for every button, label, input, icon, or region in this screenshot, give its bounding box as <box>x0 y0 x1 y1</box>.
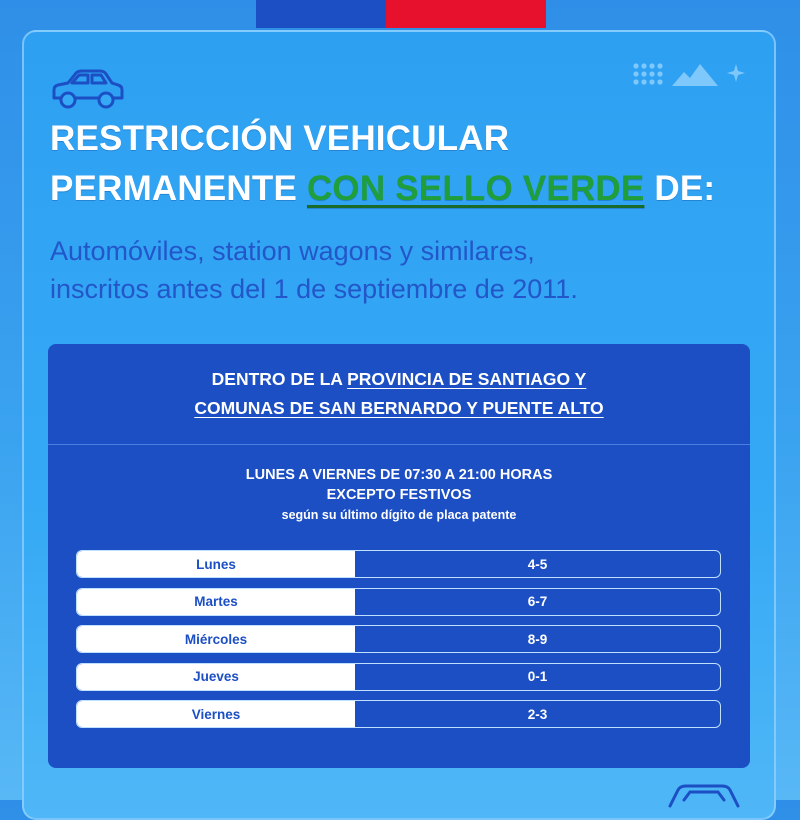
title-line-2 <box>50 164 750 214</box>
panel-header <box>48 344 750 445</box>
row-plates: 4-5 <box>527 556 548 572</box>
schedule-info <box>48 445 750 525</box>
car-icon <box>48 66 126 112</box>
row-plates: 6-7 <box>527 594 548 609</box>
restriction-table <box>76 550 721 738</box>
title-line-1: RESTRICCIÓN VEHICULAR <box>50 119 510 158</box>
vehicle-description <box>50 232 770 308</box>
table-row <box>76 625 721 653</box>
table-row <box>76 700 721 728</box>
header-prefix: DENTRO DE LA <box>211 369 348 389</box>
row-plates: 2-3 <box>527 706 548 722</box>
table-row <box>76 663 721 691</box>
flag-stripe-blue <box>256 0 386 28</box>
header-line-1 <box>212 365 587 394</box>
partial-car-icon <box>664 776 744 816</box>
table-row <box>76 550 721 578</box>
table-row <box>76 588 721 616</box>
subtitle-line-2: inscritos antes del 1 de septiembre de 2011. <box>50 274 578 304</box>
schedule-exception: EXCEPTO FESTIVOS <box>326 487 472 503</box>
row-day: Lunes <box>77 551 355 577</box>
row-plates: 8-9 <box>527 631 548 647</box>
main-title <box>50 114 750 214</box>
title-highlight: CON SELLO VERDE <box>306 169 645 208</box>
row-day: Viernes <box>77 701 355 727</box>
title-prefix: PERMANENTE <box>50 169 307 208</box>
header-underlined-1: PROVINCIA DE SANTIAGO Y <box>347 369 587 389</box>
schedule-hours: LUNES A VIERNES DE 07:30 A 21:00 HORAS <box>245 467 553 483</box>
row-day: Jueves <box>77 664 355 690</box>
row-plates: 0-1 <box>527 669 548 684</box>
restriction-panel <box>48 344 750 768</box>
header-underlined-2: COMUNAS DE SAN BERNARDO Y PUENTE ALTO <box>194 398 604 418</box>
subtitle-line-1: Automóviles, station wagons y similares, <box>50 236 535 266</box>
row-day: Miércoles <box>77 626 355 652</box>
flag-stripe-red <box>386 0 546 28</box>
row-day: Martes <box>77 589 355 615</box>
title-suffix: DE: <box>644 169 716 208</box>
sparkle-mountains-icon <box>632 60 748 90</box>
schedule-note: según su último dígito de placa patente <box>281 508 517 522</box>
